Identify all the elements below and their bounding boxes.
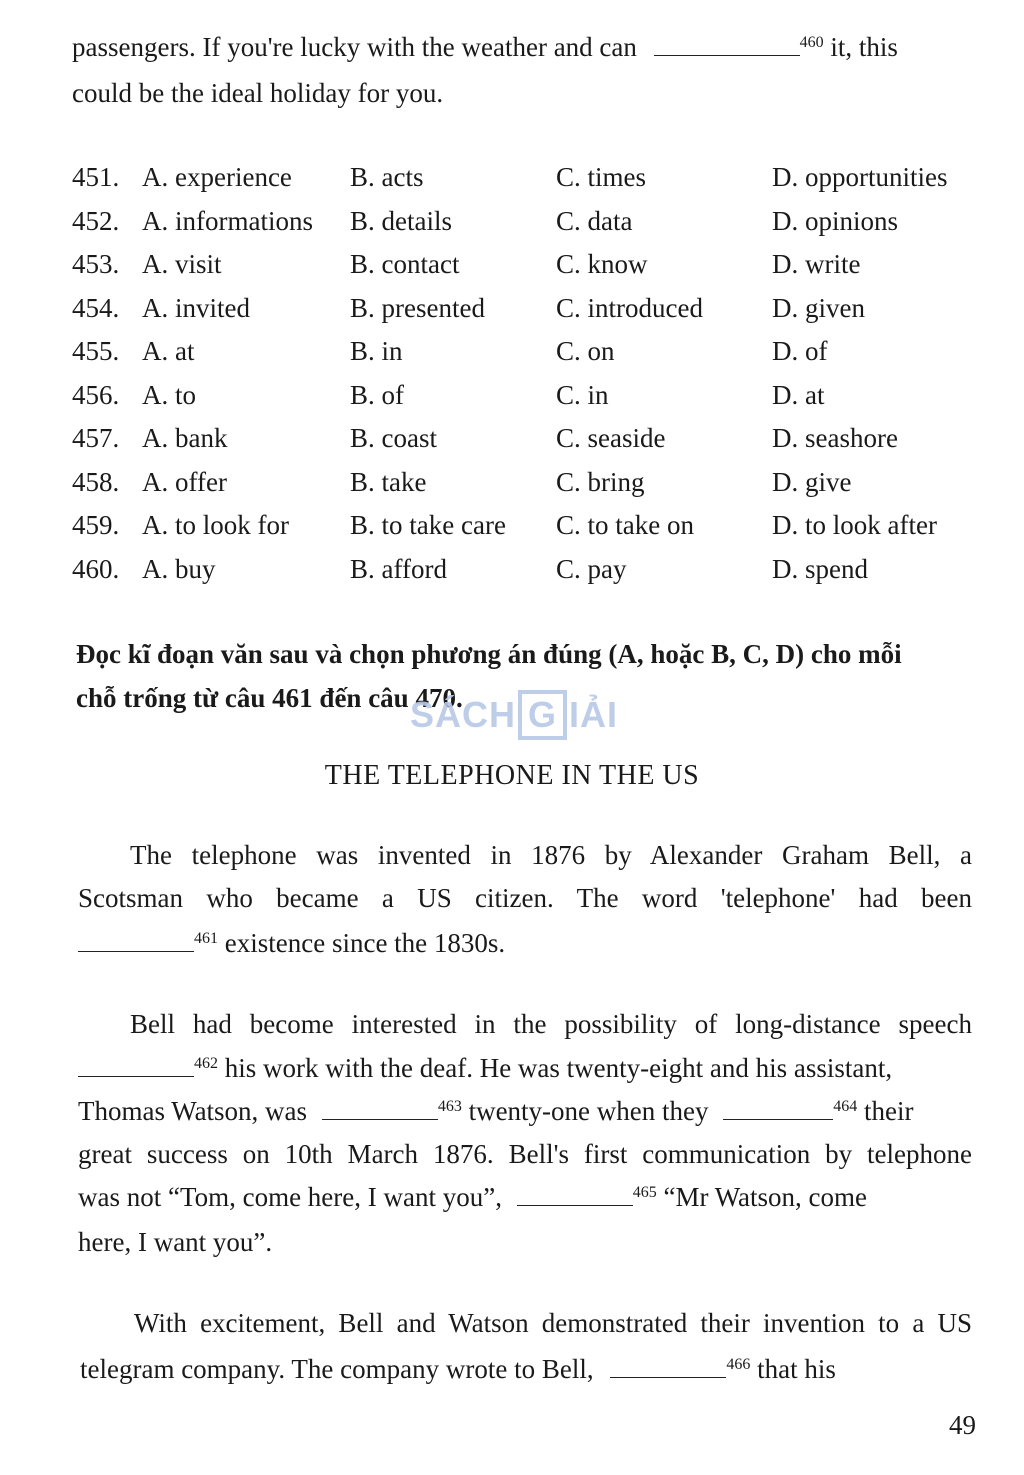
option-d: D. seashore: [772, 423, 898, 453]
intro-text: passengers. If you're lucky with the weather and can: [72, 32, 637, 62]
question-row: [72, 160, 972, 200]
question-number: 456.: [72, 379, 120, 410]
answer-blank-464: [723, 1097, 833, 1120]
option-a: A. buy: [142, 553, 216, 584]
option-a: A. offer: [142, 466, 227, 497]
p2-line-4: great success on 10th March 1876. Bell's first communication by telephone: [78, 1139, 972, 1169]
option-b: B. details: [350, 205, 452, 236]
question-number: 458.: [72, 466, 120, 497]
option-c: C. in: [556, 379, 609, 410]
option-c: C. bring: [556, 466, 645, 497]
blank-number-461: 461: [194, 930, 218, 947]
blank-number-466: 466: [726, 1356, 751, 1373]
question-row: [72, 508, 972, 548]
blank-number-460: 460: [799, 34, 824, 51]
p2-line-1: Bell had become interested in the possibility of long-distance speech: [130, 1009, 972, 1039]
question-number: 452.: [72, 205, 120, 236]
option-a: A. invited: [142, 292, 250, 323]
answer-blank-463: [322, 1097, 438, 1120]
intro-line-1: [72, 30, 898, 64]
option-c: C. data: [556, 205, 633, 236]
question-row: [72, 334, 972, 374]
p1-text-3: existence since the 1830s.: [224, 928, 506, 958]
p2-text-2: his work with the deaf. He was twenty-eight and his assistant,: [224, 1053, 893, 1083]
option-b: B. of: [350, 379, 404, 410]
option-a: A. experience: [142, 162, 292, 192]
option-a: A. bank: [142, 423, 228, 453]
option-c: C. on: [556, 336, 615, 366]
answer-blank-465: [517, 1183, 633, 1206]
question-number: 453.: [72, 249, 120, 279]
blank-number-464: 464: [833, 1098, 858, 1115]
page-number: 49: [949, 1410, 976, 1440]
intro-tail: it, this: [830, 32, 898, 62]
p2-line-5: [78, 1180, 867, 1214]
watermark-left: SÁCH: [410, 694, 517, 735]
p2-text-5a: was not “Tom, come here, I want you”,: [78, 1182, 502, 1212]
question-number: 451.: [72, 162, 120, 192]
option-c: C. seaside: [556, 423, 666, 453]
p1-line-3: [78, 926, 505, 960]
watermark-right: IẢI: [569, 694, 619, 735]
p3-text-2b: that his: [757, 1354, 836, 1384]
p3-line-2: [80, 1352, 836, 1386]
blank-number-463: 463: [437, 1098, 462, 1115]
option-a: A. to look for: [142, 510, 289, 540]
option-d: D. write: [772, 249, 861, 279]
option-d: D. of: [772, 336, 828, 366]
p2-line-2: [78, 1051, 972, 1085]
question-number: 460.: [72, 553, 120, 584]
instruction-line-1: Đọc kĩ đoạn văn sau và chọn phương án đúng (A, hoặc B, C, D) cho mỗi: [76, 639, 902, 669]
question-row: [72, 291, 972, 331]
p3-text-2a: telegram company. The company wrote to Bell,: [80, 1354, 594, 1384]
p3-line-1: With excitement, Bell and Watson demonstrated their invention to a US: [134, 1308, 972, 1338]
question-row: [72, 552, 972, 592]
question-row: [72, 204, 972, 244]
p1-line-2: Scotsman who became a US citizen. The word 'telephone' had been: [78, 883, 972, 913]
option-b: B. in: [350, 336, 403, 366]
instruction-line-2: chỗ trống từ câu 461 đến câu 470.: [76, 683, 463, 713]
option-a: A. to: [142, 379, 196, 410]
option-c: C. introduced: [556, 292, 703, 323]
option-b: B. to take care: [350, 510, 506, 540]
option-b: B. coast: [350, 423, 437, 453]
option-d: D. opportunities: [772, 162, 948, 192]
option-b: B. acts: [350, 162, 424, 192]
watermark-logo: [410, 690, 618, 740]
p2-text-3b: twenty-one when they: [468, 1096, 709, 1126]
blank-number-465: 465: [632, 1184, 657, 1201]
question-row: [72, 378, 972, 418]
question-row: [72, 421, 972, 461]
question-number: 459.: [72, 510, 120, 540]
answer-blank-462: [78, 1054, 194, 1077]
option-d: D. give: [772, 466, 852, 497]
intro-line-2: could be the ideal holiday for you.: [72, 78, 444, 108]
option-c: C. know: [556, 249, 648, 279]
option-a: A. at: [142, 336, 195, 366]
option-a: A. visit: [142, 249, 222, 279]
passage-title: THE TELEPHONE IN THE US: [324, 760, 700, 791]
answer-blank-466: [610, 1355, 726, 1378]
question-row: [72, 465, 972, 505]
option-d: D. spend: [772, 553, 868, 584]
p2-text-3a: Thomas Watson, was: [78, 1096, 308, 1126]
question-number: 457.: [72, 423, 120, 453]
question-number: 455.: [72, 336, 120, 366]
question-row: [72, 247, 972, 287]
option-c: C. to take on: [556, 510, 694, 540]
answer-blank-461: [78, 929, 194, 952]
option-a: A. informations: [142, 205, 313, 236]
option-b: B. afford: [350, 553, 447, 584]
p1-line-1: The telephone was invented in 1876 by Alexander Graham Bell, a: [130, 840, 972, 870]
option-b: B. presented: [350, 292, 485, 323]
option-b: B. contact: [350, 249, 460, 279]
blank-number-462: 462: [194, 1055, 218, 1072]
option-d: D. opinions: [772, 205, 899, 236]
p2-line-6: here, I want you”.: [78, 1227, 273, 1257]
answer-blank-460: [654, 33, 800, 56]
option-d: D. to look after: [772, 510, 937, 540]
option-d: D. given: [772, 292, 865, 323]
question-number: 454.: [72, 292, 120, 323]
p2-text-5b: “Mr Watson, come: [663, 1182, 868, 1212]
p2-text-3c: their: [864, 1096, 914, 1126]
option-c: C. times: [556, 162, 647, 192]
option-b: B. take: [350, 466, 427, 497]
watermark-box: G: [518, 690, 567, 740]
option-c: C. pay: [556, 553, 627, 584]
option-d: D. at: [772, 379, 825, 410]
p2-line-3: [78, 1094, 913, 1128]
